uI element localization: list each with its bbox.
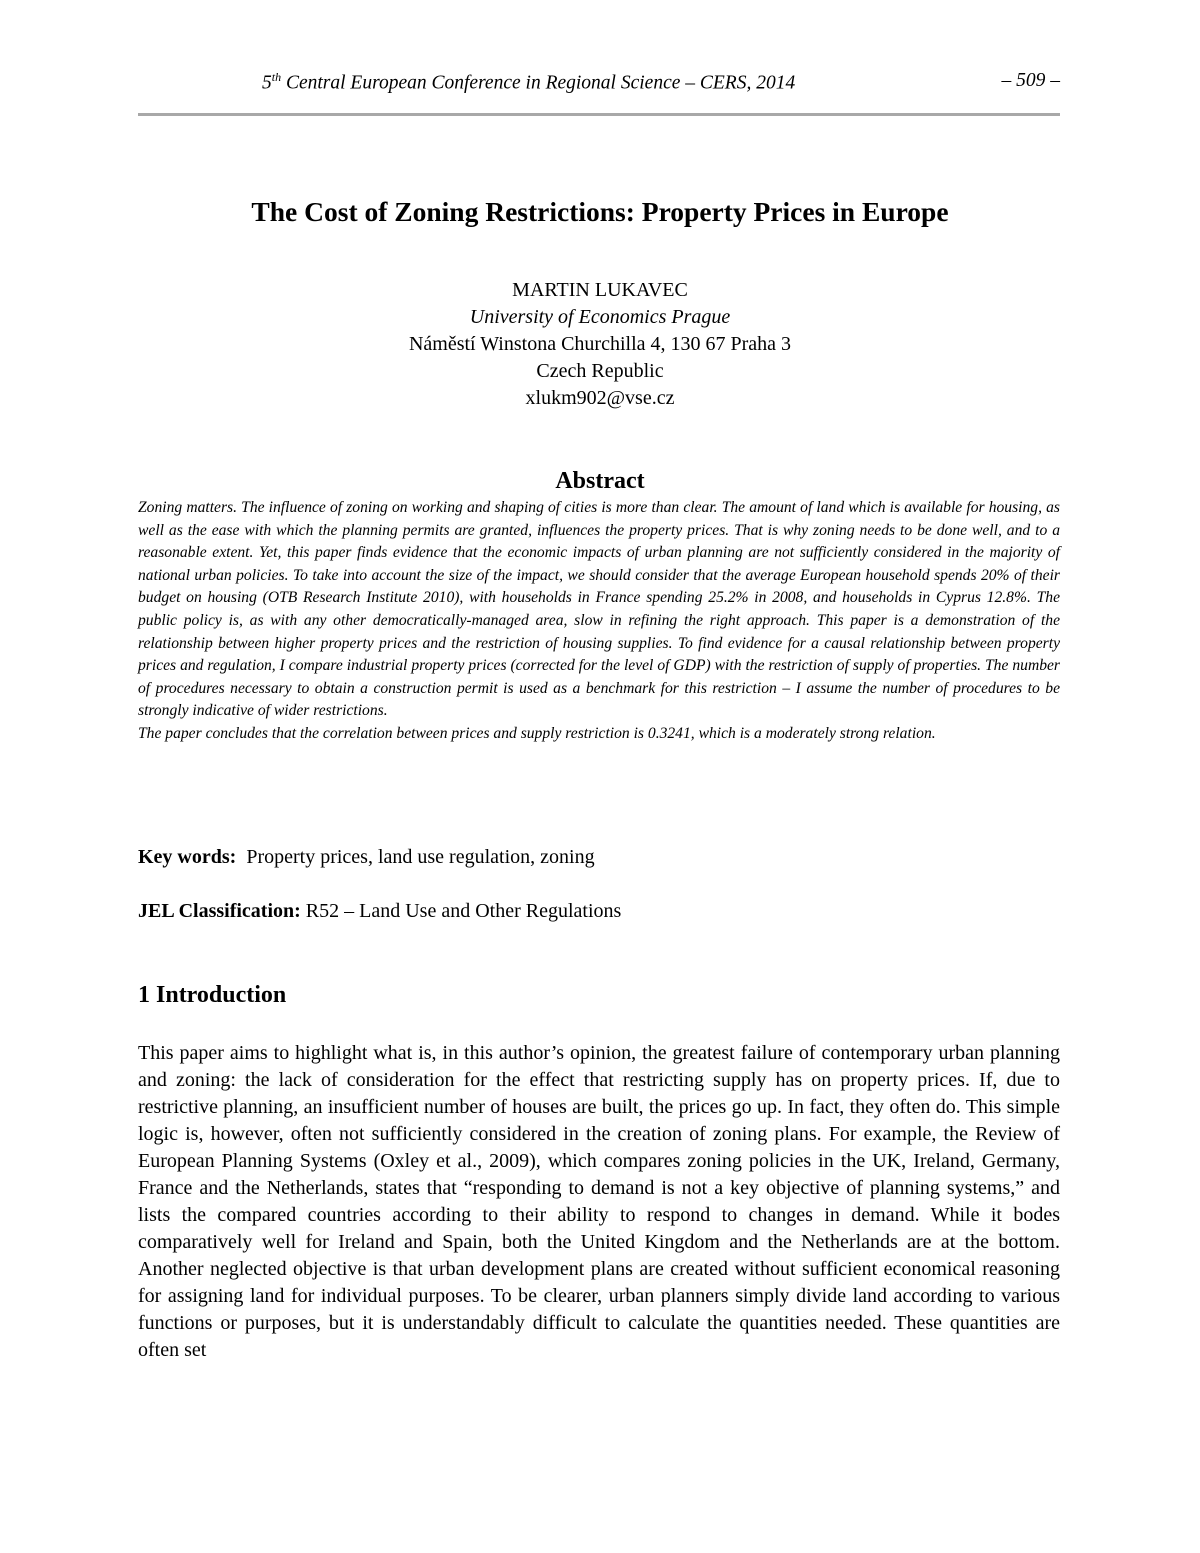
keywords-text: Property prices, land use regulation, zoning (246, 846, 595, 868)
author-email: xlukm902@vse.cz (525, 387, 675, 409)
conference-text: Central European Conference in Regional Science – CERS, 2014 (281, 72, 796, 94)
author-name: MARTIN LUKAVEC (512, 279, 688, 301)
conference-ordinal: 5 (262, 72, 272, 94)
author-address: Náměstí Winstona Churchilla 4, 130 67 Praha 3 (408, 333, 792, 355)
author-affiliation: University of Economics Prague (469, 306, 731, 328)
introduction-paragraph: This paper aims to highlight what is, in this author’s opinion, the greatest failure of contemporary urban planning and zoning: the lack of consideration for the effect that restricting supply has on property prices. If, due to restrictive planning, an insufficient number of houses are built, the prices go up. In fact, they often do. This simple logic is, however, often not sufficiently considered in the creation of zoning plans. For example, the Review of European Planning Systems (Oxley et al., 2009), which compares zoning policies in the UK, Ireland, Germany, France and the Netherlands, states that “responding to demand is not a key objective of planning systems,” and lists the compared countries according to their ability to respond to changes in demand. While it bodes comparatively well for Ireland and Spain, both the United Kingdom and the Netherlands are at the bottom. Another neglected objective is that urban development plans are created without sufficient economical reasoning for assigning land for individual purposes. To be clearer, urban planners simply divide land according to various functions or purposes, but it is understandably difficult to calculate the quantities needed. These quantities are often set (138, 1042, 1060, 1361)
conference-name (262, 70, 795, 95)
abstract-paragraph-1: Zoning matters. The influence of zoning on working and shaping of cities is more than clear. The amount of land which is available for housing, as well as the ease with which the planning permits are granted, influences the property prices. That is why zoning needs to be done well, and to a reasonable extent. Yet, this paper finds evidence that the economic impacts of urban planning are not sufficiently considered in the majority of national urban policies. To take into account the size of the impact, we should consider that the average European household spends 20% of their budget on housing (OTB Research Institute 2010), with households in France spending 25.2% in 2008, and households in Cyprus 12.8%. The public policy is, as with any other democratically-managed area, slow in refining the right approach. This paper is a demonstration of the relationship between higher property prices and the restriction of housing supplies. To find evidence for a causal relationship between property prices and regulation, I compare industrial property prices (corrected for the level of GDP) with the restriction of supply of properties. The number of procedures necessary to obtain a construction permit is used as a benchmark for this restriction – I assume the number of procedures to be strongly indicative of wider restrictions. (138, 499, 1060, 720)
abstract-heading: Abstract (555, 468, 645, 494)
abstract-body (138, 497, 1060, 746)
conference-ordinal-suffix: th (271, 70, 282, 84)
jel-label: JEL Classification: (138, 900, 301, 922)
introduction-body (138, 1040, 1060, 1364)
paper-title: The Cost of Zoning Restrictions: Property Prices in Europe (251, 196, 949, 227)
keywords-line (138, 846, 1060, 869)
jel-text: R52 – Land Use and Other Regulations (305, 900, 622, 922)
author-block (200, 277, 1000, 412)
keywords-label: Key words: (138, 846, 237, 868)
page-number: – 509 – (1001, 70, 1060, 91)
abstract-paragraph-2: The paper concludes that the correlation between prices and supply restriction is 0.3241, which is a moderately strong relation. (138, 724, 936, 742)
header-rule (138, 113, 1060, 116)
section-heading-introduction: 1 Introduction (138, 982, 287, 1008)
author-country: Czech Republic (536, 360, 664, 382)
jel-line (138, 900, 1060, 923)
